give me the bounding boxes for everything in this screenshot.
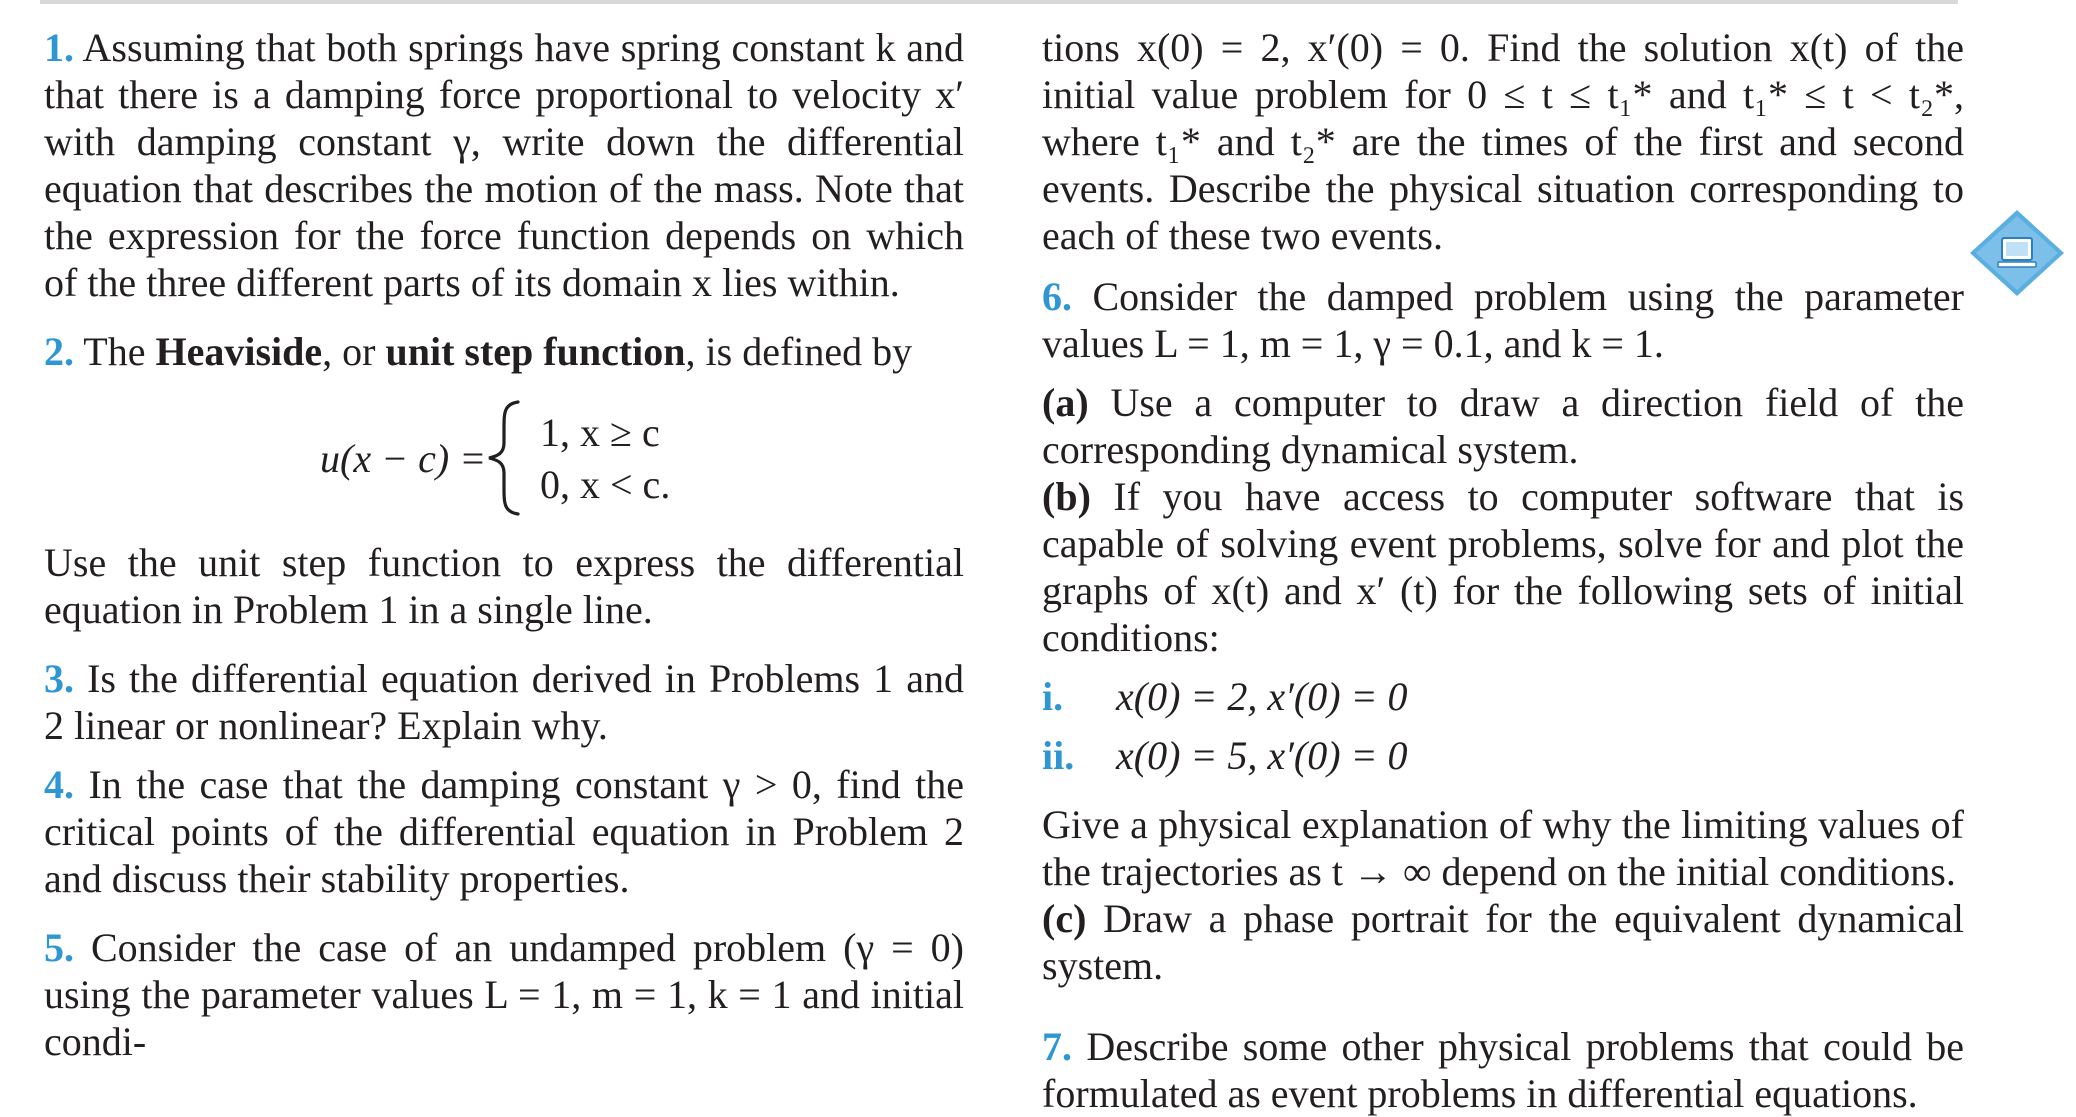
left-column xyxy=(44,24,964,1065)
list-item-label: i. xyxy=(1042,674,1064,719)
problem-6c xyxy=(1042,895,1964,989)
problem-6b-label: (b) xyxy=(1042,474,1091,519)
problem-4-text: In the case that the damping constant γ > 0, find the critical points of the differential equation in Problem 2 and discuss their stability properties. xyxy=(44,762,965,901)
problem-3 xyxy=(44,655,964,749)
problem-6-number: 6. xyxy=(1042,274,1072,319)
problem-6a-text: Use a computer to draw a direction field of the corresponding dynamical system. xyxy=(1042,380,1965,472)
problem-7-number: 7. xyxy=(1042,1024,1072,1069)
right-column xyxy=(1042,24,1964,1117)
problem-6a-label: (a) xyxy=(1042,380,1089,425)
problem-5-text: Consider the case of an undamped problem (γ = 0) using the parameter values L = 1, m = 1, k = 1 and initial condi- xyxy=(44,925,964,1064)
problem-6a xyxy=(1042,379,1964,473)
problem-6c-label: (c) xyxy=(1042,896,1087,941)
problem-6 xyxy=(1042,273,1964,367)
list-item-label: ii. xyxy=(1042,733,1075,778)
problem-1 xyxy=(44,24,964,306)
problem-6c-text: Draw a phase portrait for the equivalent dynamical system. xyxy=(1042,896,1964,988)
list-item xyxy=(1042,673,1964,720)
problem-2-mid: , or xyxy=(322,329,376,374)
heaviside-formula xyxy=(44,389,964,539)
problem-4-number: 4. xyxy=(44,762,74,807)
problem-2-bold-heaviside: Heaviside xyxy=(155,329,323,374)
list-item-equation: x(0) = 5, x′(0) = 0 xyxy=(1116,733,1408,778)
problem-7-text: Describe some other physical problems that could be formulated as event problems in differential equations. xyxy=(1042,1024,1964,1116)
list-item-equation: x(0) = 2, x′(0) = 0 xyxy=(1116,674,1408,719)
problem-2-continued: Use the unit step function to express the differential equation in Problem 1 in a single line. xyxy=(44,540,964,632)
formula-case-2: 0, x < c. xyxy=(540,462,671,507)
problem-2-number: 2. xyxy=(44,329,74,374)
problem-5-number: 5. xyxy=(44,925,74,970)
problem-1-text: Assuming that both springs have spring constant k and that there is a damping force proportional to velocity x′ with damping constant γ, write down the differential equation that describes the motion of the mass. Note that the expression for the force function depends on which of the three different parts of its domain x lies within. xyxy=(44,25,965,305)
problem-1-number: 1. xyxy=(44,25,74,70)
problem-5-continued: tions x(0) = 2, x′(0) = 0. Find the solution x(t) of the initial value problem for 0 ≤ t ≤ t₁* and t₁* ≤ t < t₂*, where t₁* and t₂* are the times of the first and second events. Describe the physical situation corresponding to each of these two events. xyxy=(1042,25,1964,258)
problem-6b-text: If you have access to computer software that is capable of solving event problems, solve for and plot the graphs of x(t) and x′ (t) for the following sets of initial conditions: xyxy=(1042,474,1965,660)
problem-3-text: Is the differential equation derived in Problems 1 and 2 linear or nonlinear? Explain why. xyxy=(44,656,964,748)
formula-case-1: 1, x ≥ c xyxy=(540,410,660,455)
problem-2 xyxy=(44,328,964,375)
problem-3-number: 3. xyxy=(44,656,74,701)
problem-6b-explanation: Give a physical explanation of why the limiting values of the trajectories as t → ∞ depend on the initial conditions. xyxy=(1042,802,1964,894)
problem-2-pre: The xyxy=(83,329,146,374)
problem-5 xyxy=(44,924,964,1065)
list-item xyxy=(1042,732,1964,779)
formula-lhs: u(x − c) = xyxy=(320,436,487,481)
problem-2-post: , is defined by xyxy=(685,329,913,374)
left-brace-icon xyxy=(484,399,524,517)
problem-6b xyxy=(1042,473,1964,661)
problem-2-bold-unit-step: unit step function xyxy=(385,329,686,374)
problem-6-text: Consider the damped problem using the parameter values L = 1, m = 1, γ = 0.1, and k = 1. xyxy=(1042,274,1965,366)
problem-4 xyxy=(44,761,964,902)
top-rule xyxy=(40,0,1958,4)
computer-diamond-icon xyxy=(1968,208,2066,298)
problem-7 xyxy=(1042,1023,1964,1117)
